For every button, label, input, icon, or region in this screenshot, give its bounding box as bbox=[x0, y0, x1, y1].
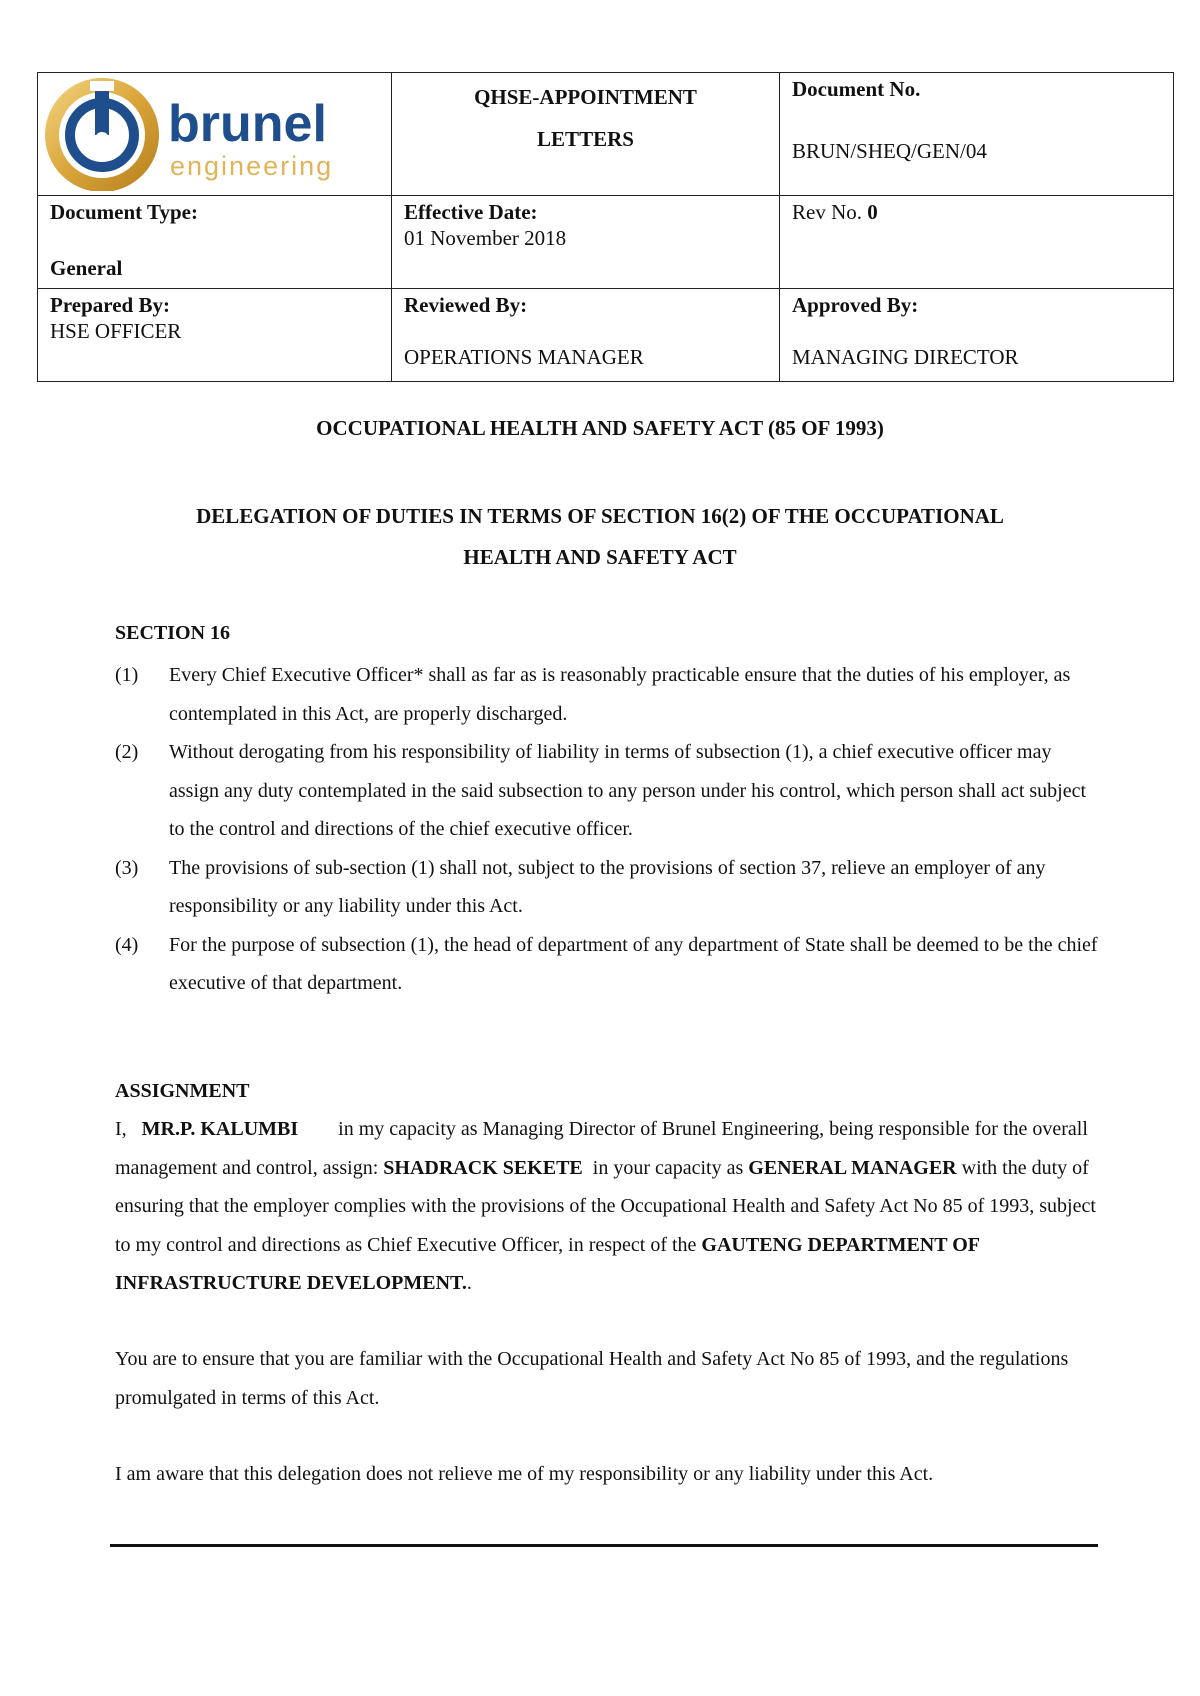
delegation-heading-line1: DELEGATION OF DUTIES IN TERMS OF SECTION 16(2) OF THE OCCUPATIONAL bbox=[196, 504, 1004, 528]
reviewed-by-label: Reviewed By: bbox=[404, 293, 528, 317]
clause-text: The provisions of sub-section (1) shall not, subject to the provisions of section 37, relieve an employer of any responsibility or any liability under this Act. bbox=[169, 856, 1046, 917]
clause-text: For the purpose of subsection (1), the head of department of any department of State shall be deemed to be the chief executive of that department. bbox=[169, 933, 1098, 994]
clause-item bbox=[115, 656, 1105, 733]
assignor-name: MR.P. KALUMBI bbox=[141, 1118, 299, 1140]
clause-item bbox=[115, 926, 1105, 1003]
approved-by-value: MANAGING DIRECTOR bbox=[792, 345, 1019, 369]
act-heading: OCCUPATIONAL HEALTH AND SAFETY ACT (85 OF 1993) bbox=[316, 416, 884, 440]
assignment-title: ASSIGNMENT bbox=[115, 1080, 250, 1102]
document-title-cell bbox=[392, 73, 780, 196]
document-header-table bbox=[37, 72, 1174, 382]
document-type-cell bbox=[38, 196, 392, 289]
assignment-text-3: with the duty of ensuring that the employer complies with the provisions of the Occupational Health and Safety Act No 85 of 1993, subject to my control and directions as Chief Executive Officer, in respect of the bbox=[115, 1156, 1096, 1256]
reviewed-by-value: OPERATIONS MANAGER bbox=[404, 345, 644, 369]
clause-text: Every Chief Executive Officer* shall as far as is reasonably practicable ensure that the duties of his employer, as contemplated in this Act, are properly discharged. bbox=[169, 664, 1071, 725]
document-title-line2: LETTERS bbox=[537, 127, 634, 151]
revision-line bbox=[792, 196, 1161, 225]
logo-wordmark: brunel bbox=[168, 95, 327, 153]
effective-date-cell bbox=[392, 196, 780, 289]
assignee-role: GENERAL MANAGER bbox=[748, 1156, 957, 1179]
assignment-text-2: in your capacity as bbox=[592, 1156, 744, 1179]
effective-date-value: 01 November 2018 bbox=[404, 226, 567, 250]
approved-by-cell bbox=[780, 289, 1174, 382]
effective-date-label: Effective Date: bbox=[404, 200, 538, 224]
document-number-cell bbox=[780, 73, 1174, 196]
liability-paragraph: I am aware that this delegation does not relieve me of my responsibility or any liability under this Act. bbox=[115, 1463, 934, 1485]
department-name: GAUTENG DEPARTMENT OF INFRASTRUCTURE DEVELOPMENT. bbox=[115, 1233, 980, 1294]
clause-number: (3) bbox=[115, 856, 139, 879]
section-16-clauses bbox=[115, 656, 1105, 1003]
document-number-label: Document No. bbox=[792, 77, 921, 101]
footer-rule bbox=[110, 1544, 1098, 1547]
assignment-text-1: in my capacity as Managing Director of Brunel Engineering, being responsible for the overall management and control, assign: bbox=[115, 1118, 1088, 1179]
clause-item bbox=[115, 733, 1105, 849]
clause-number: (2) bbox=[115, 741, 139, 763]
delegation-heading bbox=[0, 496, 1200, 578]
revision-label: Rev No. bbox=[792, 200, 862, 224]
clause-item bbox=[115, 849, 1105, 926]
section-16-title: SECTION 16 bbox=[115, 622, 231, 644]
document-number-value: BRUN/SHEQ/GEN/04 bbox=[792, 139, 987, 163]
document-type-label: Document Type: bbox=[50, 200, 198, 224]
logo-cell bbox=[38, 73, 392, 196]
familiarity-paragraph: You are to ensure that you are familiar with the Occupational Health and Safety Act No 85 of 1993, and the regulations promulgated in terms of this Act. bbox=[115, 1348, 1069, 1409]
clause-number: (1) bbox=[115, 664, 139, 686]
revision-value: 0 bbox=[867, 200, 878, 224]
prepared-by-cell bbox=[38, 289, 392, 382]
revision-cell bbox=[780, 196, 1174, 289]
delegation-heading-line2: HEALTH AND SAFETY ACT bbox=[463, 545, 737, 569]
logo-tagline: engineering bbox=[170, 151, 334, 181]
reviewed-by-cell bbox=[392, 289, 780, 382]
assignment-paragraph bbox=[115, 1110, 1105, 1303]
document-type-value: General bbox=[50, 256, 123, 280]
document-title-line1: QHSE-APPOINTMENT bbox=[474, 85, 697, 109]
clause-number: (4) bbox=[115, 933, 139, 956]
approved-by-label: Approved By: bbox=[792, 293, 919, 317]
prepared-by-label: Prepared By: bbox=[50, 293, 170, 317]
prepared-by-value: HSE OFFICER bbox=[50, 319, 182, 343]
clause-text: Without derogating from his responsibility of liability in terms of subsection (1), a chief executive officer may assign any duty contemplated in the said subsection to any person under his control, which person shall act subject to the control and directions of the chief executive officer. bbox=[169, 741, 1087, 840]
assignment-end: . bbox=[466, 1272, 472, 1294]
assignee-name: SHADRACK SEKETE bbox=[383, 1156, 583, 1179]
assignment-i: I, bbox=[115, 1118, 127, 1140]
brunel-logo bbox=[44, 77, 384, 191]
